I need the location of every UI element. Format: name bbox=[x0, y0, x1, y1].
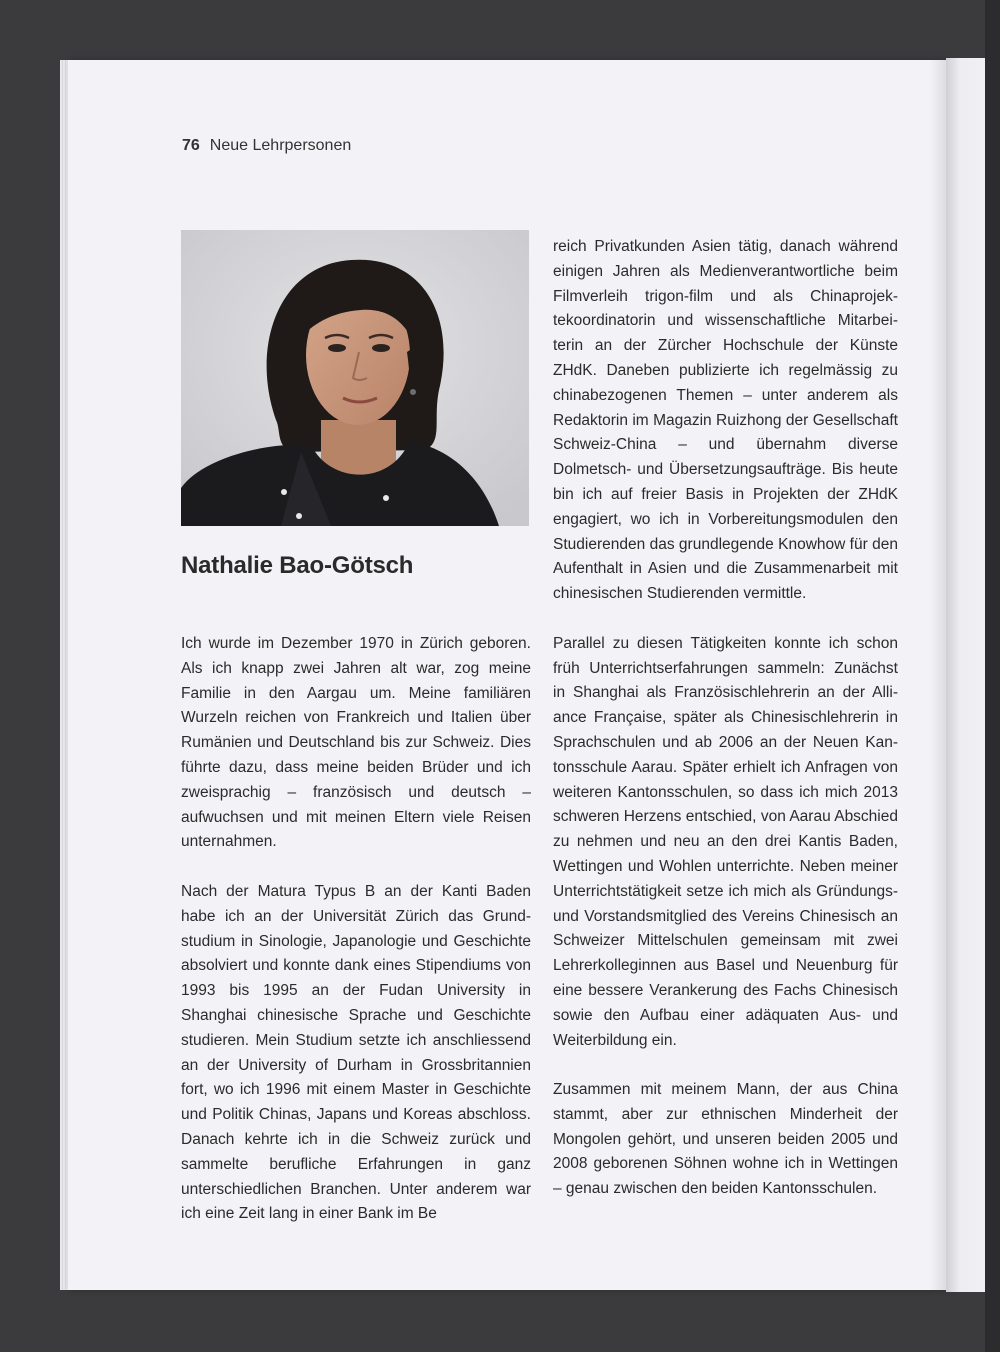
page-number: 76 bbox=[182, 137, 200, 154]
paragraph: reich Privatkunden Asien tätig, danach während einigen Jahren als Medienverantwortliche beim Filmverleih trigon-film und als Chinaprojektekoordinatorin und wissenschaftliche Mitarbeiterin an der Zürcher Hochschule der Künste ZHdK. Daneben publizierte ich regelmässig zu chinabezogenen Themen – unter anderem als Redaktorin im Magazin Ruizhong der Gesellschaft Schweiz-China – und übernahm diverse Dolmetsch- und Übersetzungsaufträge. Bis heute bin ich auf freier Basis in Projekten der ZHdK engagiert, wo ich in Vorbereitungsmodulen den Studierenden das grundlegende Knowhow für den Aufenthalt in Asien und die Zusammenarbeit mit chinesischen Studierenden vermittle. bbox=[553, 238, 898, 603]
paragraph: Ich wurde im Dezember 1970 in Zürich geboren. Als ich knapp zwei Jahren alt war, zog meine Familie in den Aargau um. Meine familiären Wurzeln reichen von Frankreich und Italien über Rumänien und Deutschland bis zur Schweiz. Dies führte dazu, dass meine beiden Brüder und ich zweisprachig – französisch und deutsch – aufwuchsen und mit meinen Eltern viele Reisen unternahmen. bbox=[181, 635, 531, 851]
paragraph: Parallel zu diesen Tätigkeiten konnte ich schon früh Unterrichtserfahrungen sammeln: Zunächst in Shanghai als Französischlehrerin an der Alliance Française, später als Chinesischlehrerin in Sprachschulen und ab 2006 an der Neuen Kantonsschule Aarau. Später erhielt ich Anfragen von weiteren Kantonsschulen, so dass ich mich 2013 schweren Herzens entschied, von Aarau Abschied zu nehmen und neu an den drei Kantis Baden, Wettingen und Wohlen unterrichte. Neben meiner Unterrichtstätigkeit setze ich mich als Gründungs- und Vorstandsmitglied des Vereins Chinesisch an Schweizer Mittelschulen gemeinsam mit zwei Lehrerkolleginnen aus Basel und Neuenburg für eine bessere Verankerung des Fachs Chinesisch sowie den Aufbau einer adäquaten Aus- und Weiterbildung ein. bbox=[553, 634, 898, 1049]
running-head bbox=[182, 137, 351, 155]
person-name-heading: Nathalie Bao-Götsch bbox=[181, 552, 414, 579]
portrait-photo bbox=[181, 230, 529, 526]
left-text-column bbox=[181, 632, 531, 1252]
paragraph: Nach der Matura Typus B an der Kanti Baden habe ich an der Universität Zürich das Grundstudium in Sinologie, Japanologie und Geschichte absolviert und konnte dank eines Stipendiums von 1993 bis 1995 an der Fudan University in Shanghai chinesische Sprache und Geschichte studieren. Mein Studium setzte ich anschliessend an der University of Durham in Grossbritannien fort, wo ich 1996 mit einem Master in Geschichte und Politik Chinas, Japans und Koreas abschloss. Danach kehrte ich in die Schweiz zurück und sammelte berufliche Erfahrungen in ganz unterschiedlichen Branchen. Unter anderem war ich eine Zeit lang in einer Bank im Be bbox=[181, 882, 531, 1223]
section-title: Neue Lehrpersonen bbox=[209, 137, 352, 154]
background-edge bbox=[985, 0, 1000, 1352]
paragraph: Zusammen mit meinem Mann, der aus China stammt, aber zur ethnischen Minderheit der Mongolen gehört, und unseren beiden 2005 und 2008 geborenen Söhnen wohne ich in Wettingen – genau zwischen den beiden Kantonsschulen. bbox=[553, 1081, 898, 1198]
right-text-column bbox=[553, 235, 898, 1227]
